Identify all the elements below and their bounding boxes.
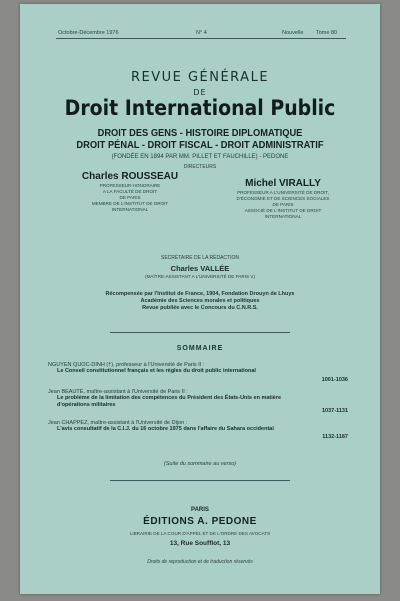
issue-number: N° 4 [196, 30, 207, 36]
sommaire-entry [48, 389, 348, 414]
award-line-1: Récompensée par l'Institut de France, 1904, Fondation Drouyn de Lhuys [105, 291, 295, 297]
entry-author: NGUYEN QUOC-DINH (†), professeur à l'Université de Paris II : [48, 362, 205, 368]
secretary-name: Charles VALLÉE [170, 264, 230, 273]
sommaire-continued: (Suite du sommaire au verso) [163, 461, 237, 467]
sommaire-entry [48, 362, 348, 383]
entry-author: Jean BEAUTÉ, maître-assistant à l'Université de Paris II : [48, 389, 188, 395]
director-left [70, 171, 190, 213]
rights-notice: Droits de reproduction et de traduction réservés [147, 559, 253, 565]
director-right [208, 178, 358, 220]
director-left-name: Charles ROUSSEAU [81, 171, 179, 182]
sommaire-rule-bottom [110, 480, 290, 481]
entry-pages: 1001-1036 [321, 377, 348, 383]
publisher-name: ÉDITIONS A. PEDONE [143, 516, 257, 527]
sommaire-rule-top [110, 332, 290, 333]
sommaire-heading: SOMMAIRE [176, 345, 224, 352]
series-label: Nouvelle [282, 30, 304, 36]
directors-label: DIRECTEURS [183, 164, 217, 170]
entry-title: Le problème de la limitation des compétences du Président des États-Unis en matière d'opérations militaires [57, 395, 282, 408]
founded-line: (FONDÉE EN 1894 PAR MM. PILLET ET FAUCHILLE) - PEDONE [111, 154, 289, 160]
journal-cover [20, 4, 380, 594]
publisher-city: PARIS [191, 507, 209, 513]
journal-title: Droit International Public [64, 96, 336, 120]
director-right-name: Michel VIRALLY [245, 178, 321, 189]
issue-date: Octobre-Décembre 1976 [58, 30, 119, 36]
entry-pages: 1132-1187 [322, 434, 348, 440]
director-right-info: PROFESSEUR A L'UNIVERSITÉ DE DROIT, D'ÉCONOMIE ET DE SCIENCES SOCIALES DE PARIS ASSOCIÉ DE L'INSTITUT DE DROIT INTERNATIONAL [236, 190, 330, 219]
publisher-line: LIBRAIRIE DE LA COUR D'APPEL ET DE L'ORDRE DES AVOCATS [129, 531, 271, 536]
revue-generale: REVUE GÉNÉRALE [130, 70, 270, 85]
award-line-2: Académie des Sciences morales et politiques [140, 298, 260, 304]
subtitle-1: DROIT DES GENS - HISTOIRE DIPLOMATIQUE [97, 128, 303, 139]
subtitle-2: DROIT PÉNAL - DROIT FISCAL - DROIT ADMINISTRATIF [76, 140, 324, 151]
director-left-info: PROFESSEUR HONORAIRE A LA FACULTÉ DE DROIT DE PARIS MEMBRE DE L'INSTITUT DE DROIT INTERNATIONAL [91, 183, 169, 212]
sommaire-entry [48, 420, 348, 440]
publisher-address: 13, Rue Soufflot, 13 [169, 540, 231, 547]
secretary-info: (MAÎTRE-ASSISTANT A L'UNIVERSITÉ DE PARIS V) [145, 274, 255, 279]
entry-pages: 1037-1131 [322, 408, 348, 414]
entry-title: Le Conseil constitutionnel français et les règles du droit public international [57, 368, 256, 374]
entry-author: Jean CHAPPEZ, maître-assistant à l'Université de Dijon : [48, 420, 188, 426]
entry-title: L'avis consultatif de la C.I.J. du 16 octobre 1975 dans l'affaire du Sahara occidental [57, 426, 274, 432]
volume-label: Tome 80 [316, 30, 338, 36]
de-label: DE [193, 88, 207, 97]
header-rule [56, 38, 346, 39]
secretary-label: SECRÉTAIRE DE LA RÉDACTION [161, 255, 239, 261]
award-line-3: Revue publiée avec le Concours du C.N.R.S. [142, 305, 258, 311]
